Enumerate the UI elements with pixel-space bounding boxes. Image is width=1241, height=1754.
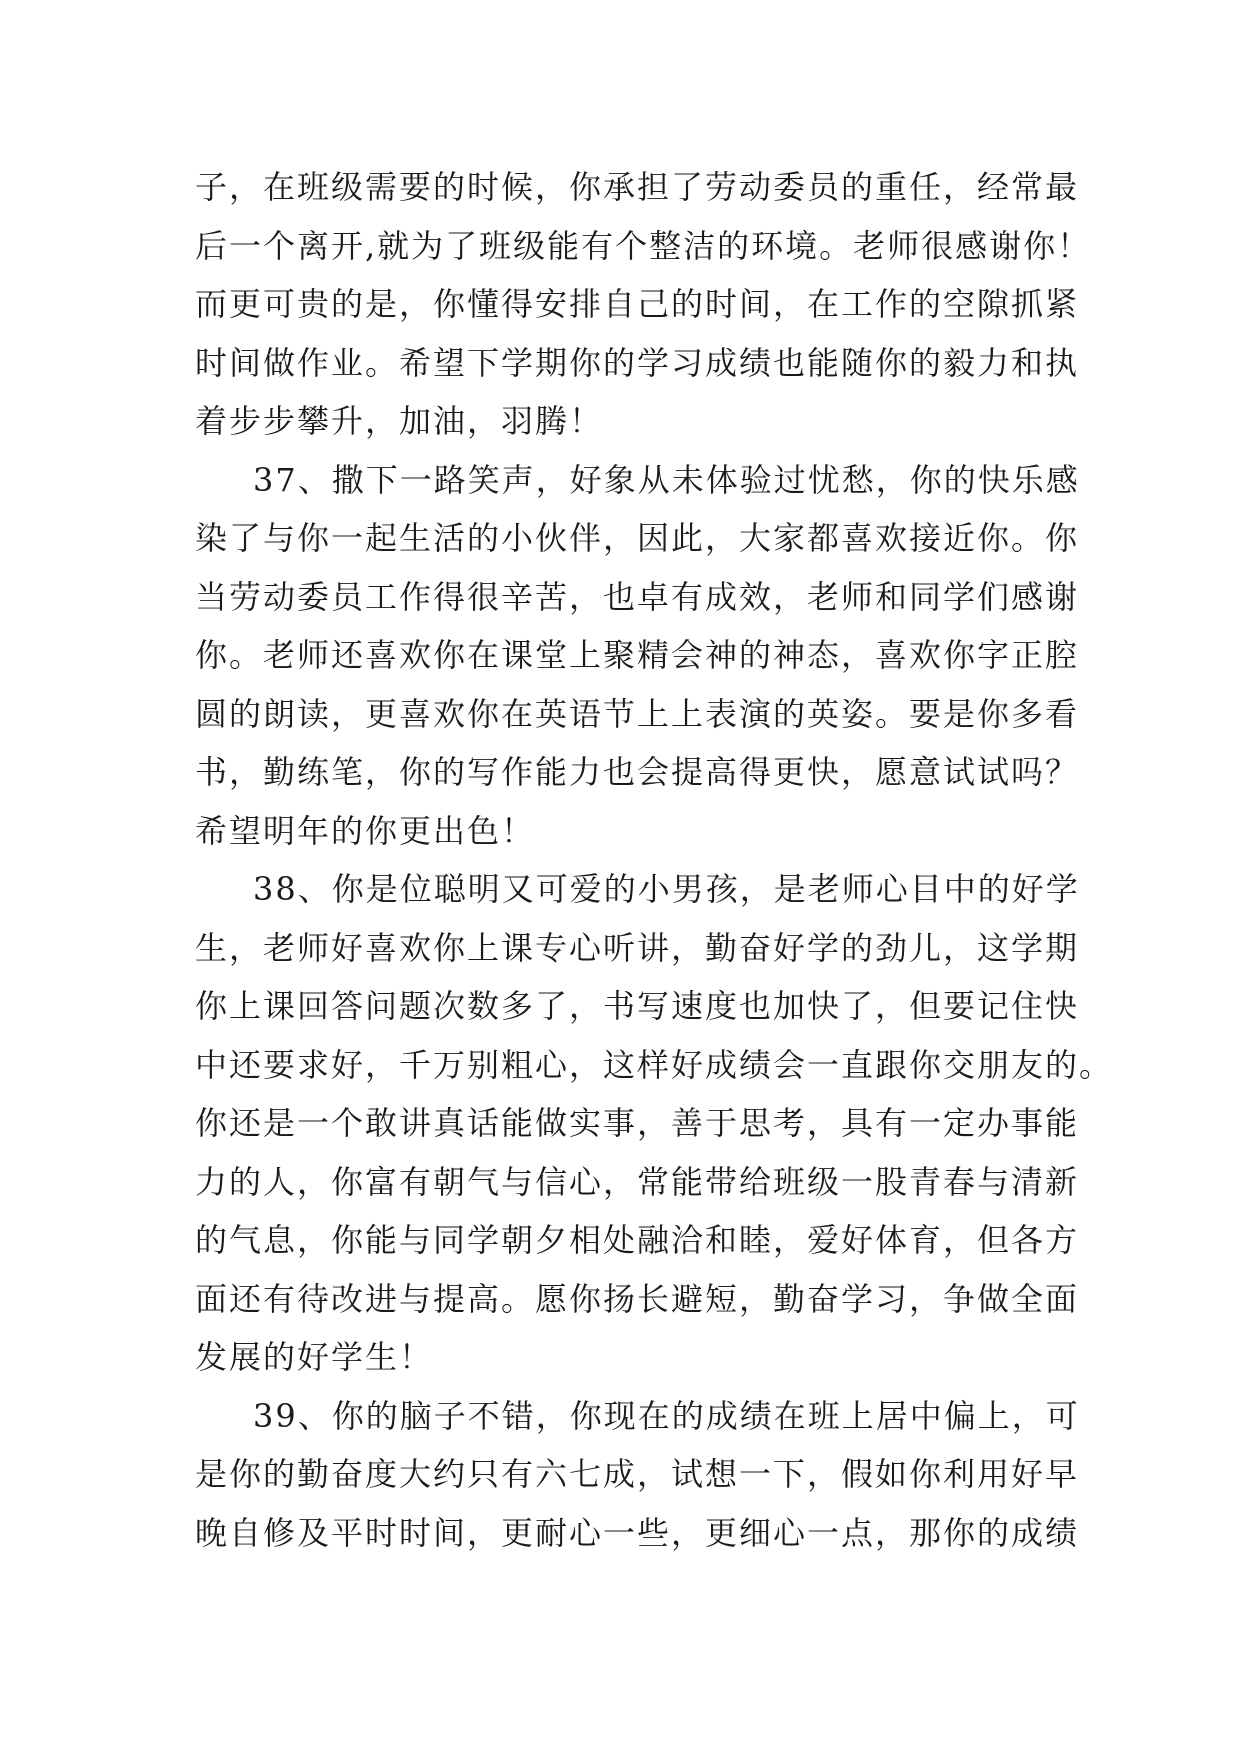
text-line: 中还要求好，千万别粗心，这样好成绩会一直跟你交朋友的。 xyxy=(195,1045,1114,1084)
document-body xyxy=(195,158,1114,1562)
text-line: 是你的勤奋度大约只有六七成，试想一下，假如你利用好早 xyxy=(195,1455,1080,1493)
text-line: 着步步攀升，加油，羽腾！ xyxy=(195,402,604,440)
text-line: 书，勤练笔，你的写作能力也会提高得更快，愿意试试吗？ xyxy=(195,753,1080,791)
text-line: 发展的好学生！ xyxy=(195,1338,434,1376)
text-line: 38、你是位聪明又可爱的小男孩，是老师心目中的好学 xyxy=(253,870,1080,908)
text-line: 晚自修及平时时间，更耐心一些，更细心一点，那你的成绩 xyxy=(195,1513,1080,1552)
text-line: 时间做作业。希望下学期你的学习成绩也能随你的毅力和执 xyxy=(195,343,1080,382)
text-line: 你还是一个敢讲真话能做实事，善于思考，具有一定办事能 xyxy=(195,1104,1080,1142)
text-line: 当劳动委员工作得很辛苦，也卓有成效，老师和同学们感谢 xyxy=(195,577,1080,616)
text-line: 37、撒下一路笑声，好象从未体验过忧愁，你的快乐感 xyxy=(253,460,1080,499)
text-line: 的气息，你能与同学朝夕相处融洽和睦，爱好体育，但各方 xyxy=(195,1221,1080,1259)
text-line: 后一个离开,就为了班级能有个整洁的环境。老师很感谢你！ xyxy=(195,226,1092,265)
text-line: 希望明年的你更出色！ xyxy=(195,811,536,850)
text-line: 力的人，你富有朝气与信心，常能带给班级一股青春与清新 xyxy=(195,1162,1080,1201)
text-line: 你。老师还喜欢你在课堂上聚精会神的神态，喜欢你字正腔 xyxy=(195,636,1080,674)
text-line: 生，老师好喜欢你上课专心听讲，勤奋好学的劲儿，这学期 xyxy=(195,928,1080,967)
text-line: 面还有待改进与提高。愿你扬长避短，勤奋学习，争做全面 xyxy=(195,1279,1080,1318)
text-line: 而更可贵的是，你懂得安排自己的时间，在工作的空隙抓紧 xyxy=(195,285,1080,323)
text-line: 圆的朗读，更喜欢你在英语节上上表演的英姿。要是你多看 xyxy=(195,694,1080,733)
text-line: 染了与你一起生活的小伙伴，因此，大家都喜欢接近你。你 xyxy=(195,519,1080,557)
text-line: 你上课回答问题次数多了，书写速度也加快了，但要记住快 xyxy=(195,987,1080,1025)
text-line: 子，在班级需要的时候，你承担了劳动委员的重任，经常最 xyxy=(195,168,1080,206)
text-line: 39、你的脑子不错，你现在的成绩在班上居中偏上，可 xyxy=(253,1396,1080,1435)
